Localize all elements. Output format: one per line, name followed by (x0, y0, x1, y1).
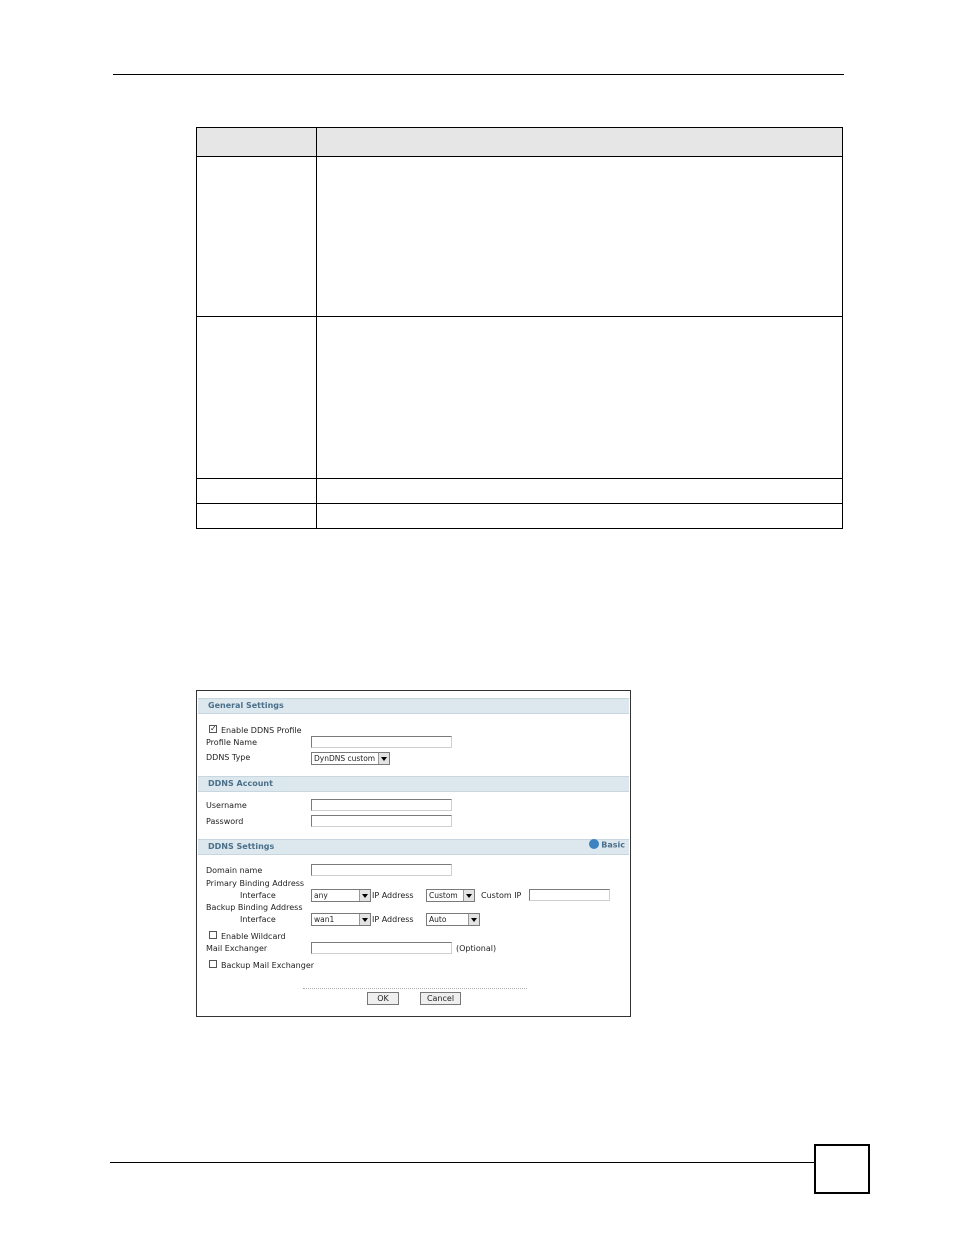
table-header-row (197, 128, 843, 157)
header-cell (317, 128, 843, 157)
enable-ddns-profile-label: Enable DDNS Profile (221, 726, 302, 735)
chevron-down-icon (463, 890, 474, 901)
backup-ip-address-select[interactable] (426, 913, 480, 926)
backup-interface-select[interactable] (311, 913, 371, 926)
footer-rule (110, 1162, 814, 1163)
header-cell (197, 128, 317, 157)
check-mark-icon: ✓ (210, 724, 217, 733)
table-row (197, 479, 843, 504)
mail-exchanger-optional: (Optional) (456, 944, 497, 953)
enable-wildcard-checkbox[interactable] (209, 931, 217, 939)
profile-name-input[interactable] (311, 736, 452, 748)
section-title: DDNS Account (208, 779, 273, 788)
ddns-type-select[interactable] (311, 752, 390, 765)
table-row (197, 504, 843, 529)
primary-ip-address-select[interactable] (426, 889, 475, 902)
info-icon (589, 839, 599, 849)
enable-wildcard-label: Enable Wildcard (221, 932, 286, 941)
cancel-button[interactable]: Cancel (420, 992, 461, 1005)
primary-interface-value: any (314, 891, 328, 900)
backup-ip-address-value: Auto (429, 915, 447, 924)
mail-exchanger-input[interactable] (311, 942, 452, 954)
ddns-type-label: DDNS Type (206, 753, 251, 762)
custom-ip-input[interactable] (529, 889, 610, 901)
backup-interface-label: Interface (240, 915, 276, 924)
section-title: DDNS Settings (208, 842, 275, 851)
table-row (197, 157, 843, 317)
basic-link[interactable] (589, 840, 625, 850)
mail-exchanger-label: Mail Exchanger (206, 944, 268, 953)
chevron-down-icon (359, 890, 370, 901)
description-table (196, 127, 843, 529)
basic-link-label: Basic (601, 840, 625, 850)
backup-mail-exchanger-label: Backup Mail Exchanger (221, 961, 315, 970)
enable-ddns-profile-checkbox[interactable] (209, 725, 217, 733)
chevron-down-icon (378, 753, 389, 764)
primary-binding-label: Primary Binding Address (206, 879, 305, 888)
ddns-edit-panel (196, 690, 631, 1017)
button-divider (303, 988, 527, 989)
backup-mail-exchanger-checkbox[interactable] (209, 960, 217, 968)
ddns-type-value: DynDNS custom (314, 754, 376, 763)
header-rule (113, 74, 844, 75)
profile-name-label: Profile Name (206, 738, 258, 747)
ddns-account-header (198, 776, 629, 792)
custom-ip-label: Custom IP (481, 891, 522, 900)
backup-binding-label: Backup Binding Address (206, 903, 303, 912)
primary-interface-label: Interface (240, 891, 276, 900)
ddns-settings-header (198, 839, 629, 855)
domain-name-input[interactable] (311, 864, 452, 876)
primary-ip-address-label: IP Address (372, 891, 414, 900)
ok-button[interactable]: OK (367, 992, 399, 1005)
primary-ip-address-value: Custom (429, 891, 458, 900)
username-input[interactable] (311, 799, 452, 811)
primary-interface-select[interactable] (311, 889, 371, 902)
password-input[interactable] (311, 815, 452, 827)
chevron-down-icon (468, 914, 479, 925)
backup-ip-address-label: IP Address (372, 915, 414, 924)
section-title: General Settings (208, 701, 284, 710)
table-row (197, 317, 843, 479)
backup-interface-value: wan1 (314, 915, 335, 924)
general-settings-header (198, 698, 629, 714)
page-number-box (814, 1144, 870, 1194)
chevron-down-icon (359, 914, 370, 925)
password-label: Password (206, 817, 244, 826)
domain-name-label: Domain name (206, 866, 263, 875)
username-label: Username (206, 801, 247, 810)
